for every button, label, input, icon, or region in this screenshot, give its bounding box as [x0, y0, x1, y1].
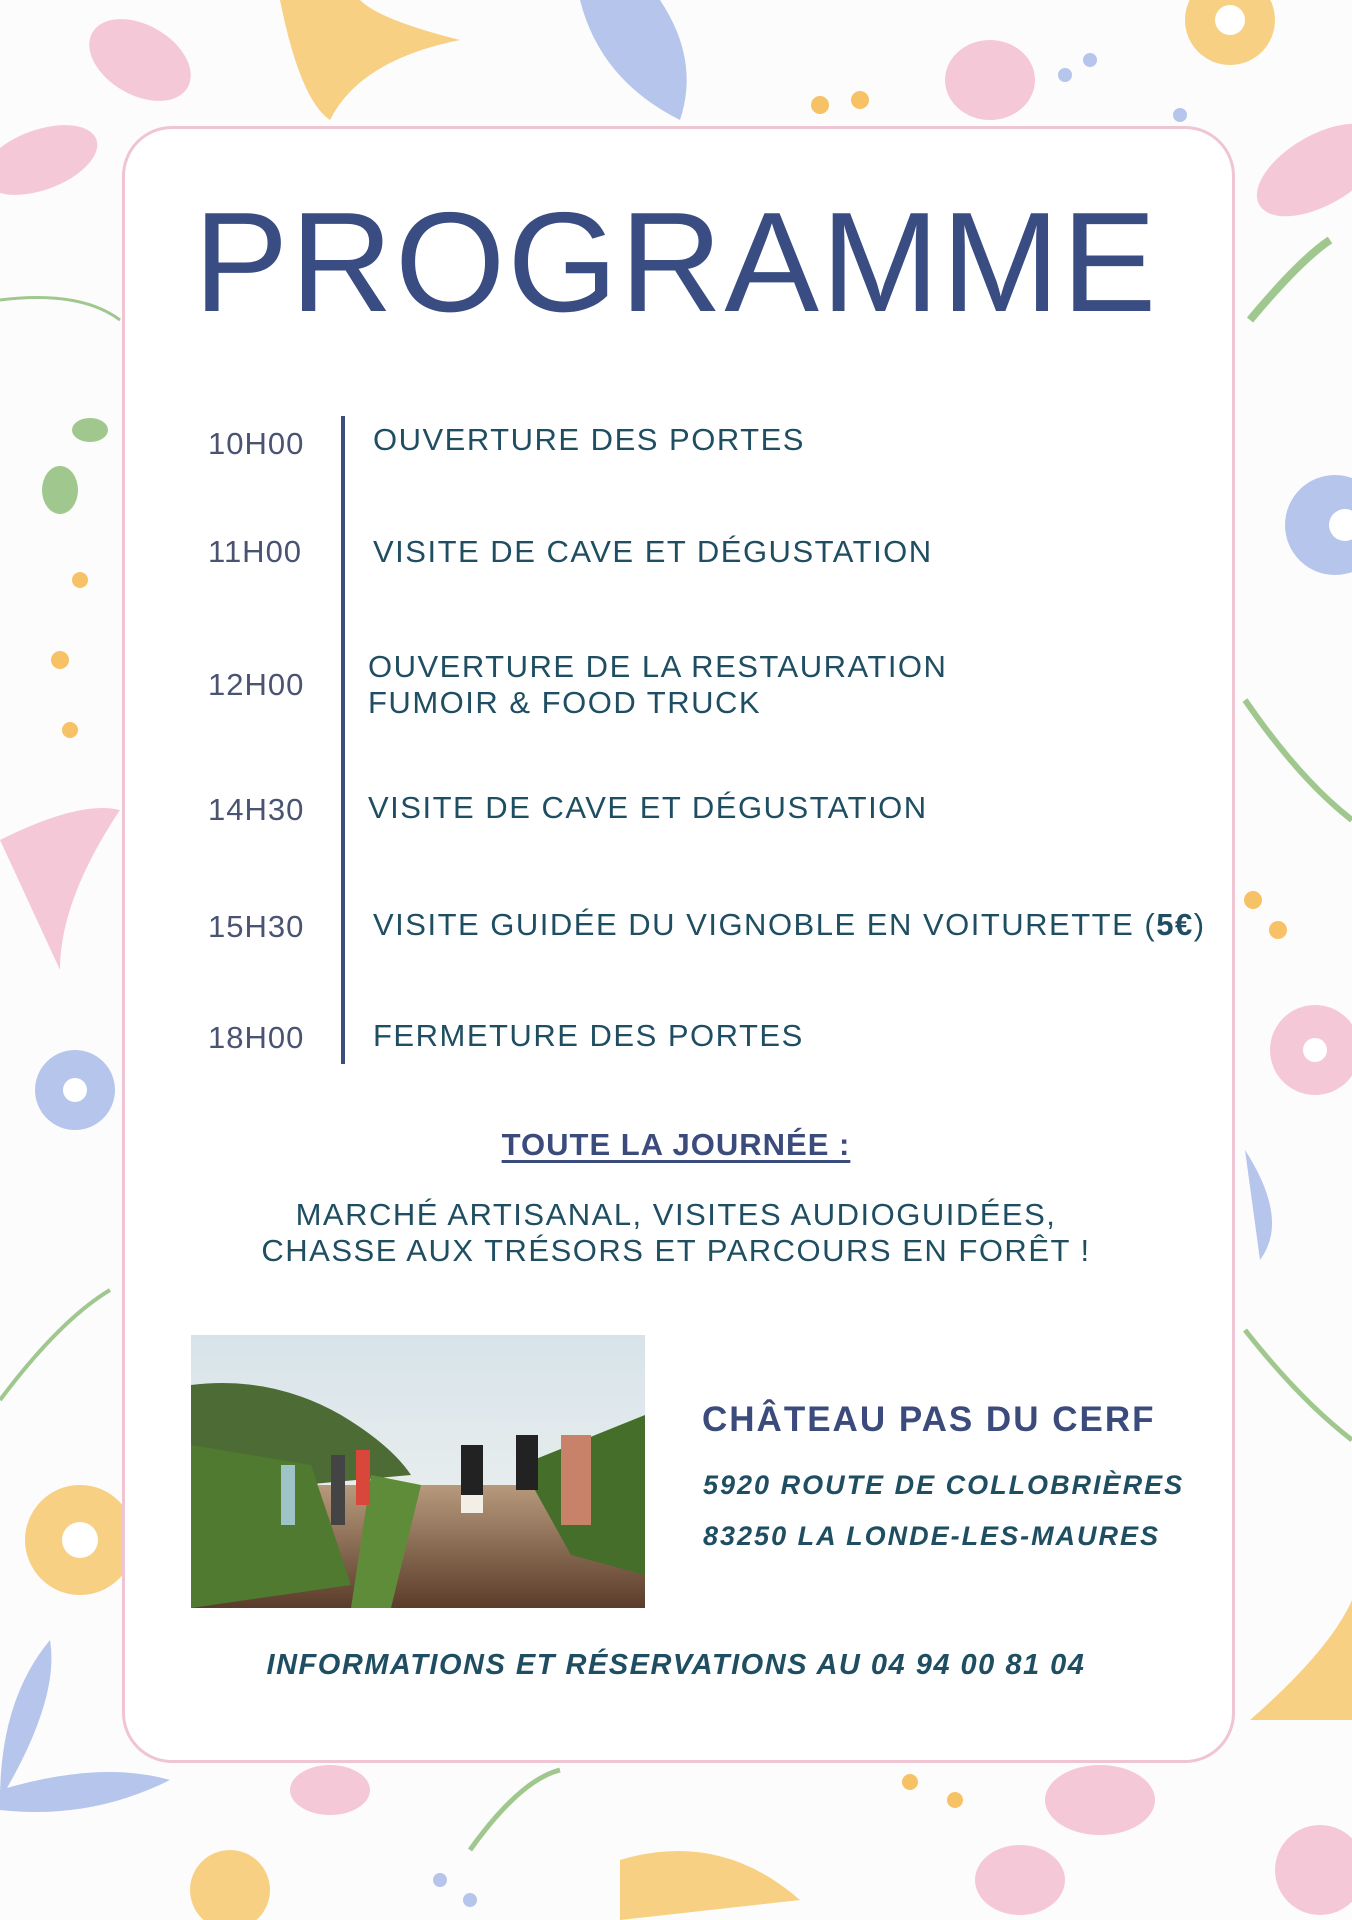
schedule-time: 11H00 [208, 534, 303, 569]
schedule-time: 15H30 [208, 909, 305, 944]
event-text: ) [1193, 907, 1206, 942]
price: 5€ [1156, 907, 1194, 942]
venue-address-line: 5920 ROUTE DE COLLOBRIÈRES [703, 1470, 1185, 1500]
timeline-divider [341, 416, 345, 1064]
schedule-time: 12H00 [208, 667, 305, 702]
activities-line: CHASSE AUX TRÉSORS ET PARCOURS EN FORÊT ! [261, 1233, 1091, 1268]
schedule-event: VISITE DE CAVE ET DÉGUSTATION [373, 534, 933, 569]
event-text: VISITE GUIDÉE DU VIGNOBLE EN VOITURETTE ( [373, 907, 1157, 942]
schedule-time: 18H00 [208, 1020, 305, 1055]
vineyard-photo [191, 1335, 645, 1608]
schedule-event [373, 907, 1206, 943]
schedule-event: OUVERTURE DES PORTES [373, 422, 805, 457]
all-day-heading-text: TOUTE LA JOURNÉE : [501, 1127, 851, 1162]
venue-address-line: 83250 LA LONDE-LES-MAURES [703, 1521, 1161, 1551]
schedule-event: FERMETURE DES PORTES [373, 1018, 804, 1053]
activities-line: MARCHÉ ARTISANAL, VISITES AUDIOGUIDÉES, [295, 1197, 1057, 1232]
contact-info: INFORMATIONS ET RÉSERVATIONS AU 04 94 00 81 04 [266, 1649, 1086, 1681]
all-day-heading [0, 1127, 1352, 1163]
schedule-time: 10H00 [208, 426, 305, 461]
schedule-event: VISITE DE CAVE ET DÉGUSTATION [368, 790, 928, 825]
schedule-event [368, 649, 947, 721]
page-title: PROGRAMME [193, 183, 1159, 342]
schedule-event-line: FUMOIR & FOOD TRUCK [368, 685, 762, 720]
all-day-activities [0, 1197, 1352, 1269]
schedule-time: 14H30 [208, 792, 305, 827]
schedule-event-line: OUVERTURE DE LA RESTAURATION [368, 649, 948, 684]
venue-name: CHÂTEAU PAS DU CERF [702, 1400, 1156, 1439]
